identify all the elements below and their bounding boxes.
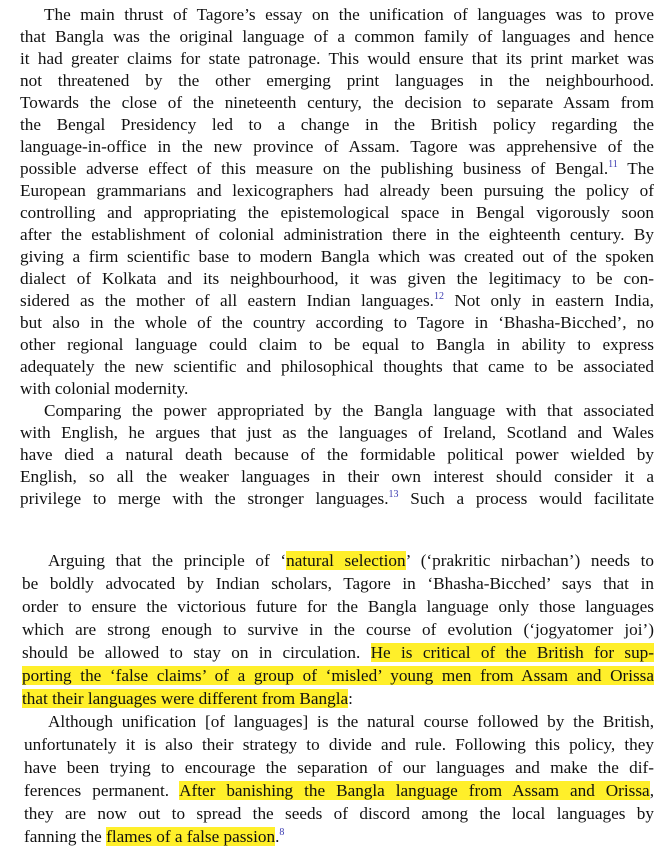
text-line bbox=[48, 550, 654, 572]
footnote-link-8[interactable]: 8 bbox=[279, 827, 285, 838]
text-span: ’ (‘prakritic nirbachan’) needs to bbox=[405, 551, 655, 570]
footnote-link-11[interactable]: 11 bbox=[608, 159, 618, 170]
text-line bbox=[22, 688, 654, 710]
text-line: that Bangla was the original language of a common family of languages and hence bbox=[20, 27, 654, 46]
text-line: dialect of Kolkata and its neighbourhood, it was given the legitimacy to be con- bbox=[20, 269, 654, 288]
text-span: ferences permanent. bbox=[24, 781, 180, 800]
text-line bbox=[20, 158, 654, 180]
text-line bbox=[20, 290, 654, 312]
text-span: fanning the bbox=[24, 827, 107, 846]
text-span: , bbox=[649, 781, 654, 800]
text-span: Arguing that the principle of ‘ bbox=[48, 551, 287, 570]
excerpt-gap bbox=[0, 538, 671, 548]
text-span: . bbox=[275, 827, 280, 846]
text-line bbox=[20, 488, 654, 510]
text-line: Towards the close of the nineteenth century, the decision to separate Assam from bbox=[20, 93, 654, 112]
text-span: Such a process would facilitate bbox=[398, 489, 654, 508]
text-line: English, so all the weaker languages in their own interest should consider it a bbox=[20, 467, 654, 486]
text-line: Comparing the power appropriated by the Bangla language with that associated bbox=[44, 401, 654, 420]
text-line: European grammarians and lexicographers had already been pursuing the policy of bbox=[20, 181, 654, 200]
text-line: order to ensure the victorious future for the Bangla language only those languages bbox=[22, 597, 654, 616]
text-line: after the establishment of colonial administration there in the eighteenth century. By bbox=[20, 225, 654, 244]
text-line: with English, he argues that just as the languages of Ireland, Scotland and Wales bbox=[20, 423, 654, 442]
text-span: sidered as the mother of all eastern Indian languages. bbox=[20, 291, 434, 310]
text-span: privilege to merge with the stronger languages. bbox=[20, 489, 389, 508]
text-line: Although unification [of languages] is the natural course followed by the British, bbox=[48, 712, 654, 731]
text-line: with colonial modernity. bbox=[20, 379, 189, 398]
text-line: have been trying to encourage the separation of our languages and make the dif- bbox=[24, 758, 654, 777]
text-line: have died a natural death because of the formidable political power wielded by bbox=[20, 445, 654, 464]
text-line: controlling and appropriating the epistemological space in Bengal vigorously soon bbox=[20, 203, 654, 222]
footnote-link-13[interactable]: 13 bbox=[388, 489, 399, 500]
text-line: it had greater claims for state patronage. This would ensure that its print market was bbox=[20, 49, 654, 68]
text-line: but also in the whole of the country according to Tagore in ‘Bhasha-Bicched’, no bbox=[20, 313, 654, 332]
text-line bbox=[24, 826, 654, 848]
highlight-span[interactable]: natural selection bbox=[286, 551, 406, 570]
text-span: should be allowed to stay on in circulation. bbox=[22, 643, 371, 662]
footnote-link-12[interactable]: 12 bbox=[433, 291, 444, 302]
text-line: language-in-office in the new province of Assam. Tagore was apprehensive of the bbox=[20, 137, 654, 156]
highlight-span[interactable]: porting the ‘false claims’ of a group of ‘misled’ young men from Assam and Orissa bbox=[22, 666, 654, 685]
text-line: the Bengal Presidency led to a change in the British policy regarding the bbox=[20, 115, 654, 134]
text-line bbox=[22, 665, 654, 687]
text-line: they are now out to spread the seeds of discord among the local languages by bbox=[24, 804, 654, 823]
highlight-span[interactable]: flames of a false passion bbox=[106, 827, 276, 846]
text-line: giving a firm scientific base to modern Bangla which was created out of the spoken bbox=[20, 247, 654, 266]
text-line: not threatened by the other emerging print languages in the neighbourhood. bbox=[20, 71, 654, 90]
text-line bbox=[22, 642, 654, 664]
text-span: possible adverse effect of this measure on the publishing business of Bengal. bbox=[20, 159, 609, 178]
highlight-span[interactable]: that their languages were different from Bangla bbox=[22, 689, 349, 708]
text-line: be boldly advocated by Indian scholars, Tagore in ‘Bhasha-Bicched’ says that in bbox=[22, 574, 654, 593]
text-span: The bbox=[617, 159, 654, 178]
text-line: other regional language could claim to be equal to Bangla in ability to express bbox=[20, 335, 654, 354]
highlight-span[interactable]: He is critical of the British for sup- bbox=[370, 643, 654, 662]
text-line bbox=[24, 780, 654, 802]
text-line: The main thrust of Tagore’s essay on the unification of languages was to prove bbox=[44, 5, 654, 24]
text-span: Not only in eastern India, bbox=[443, 291, 654, 310]
text-line: which are strong enough to survive in the course of evolution (‘jogyatomer joi’) bbox=[22, 620, 654, 639]
text-span: : bbox=[348, 689, 353, 708]
highlight-span[interactable]: After banishing the Bangla language from Assam and Orissa bbox=[179, 781, 650, 800]
text-line: adequately the new scientific and philosophical thoughts that came to be associated bbox=[20, 357, 654, 376]
text-line: unfortunately it is also their strategy to divide and rule. Following this policy, they bbox=[24, 735, 654, 754]
